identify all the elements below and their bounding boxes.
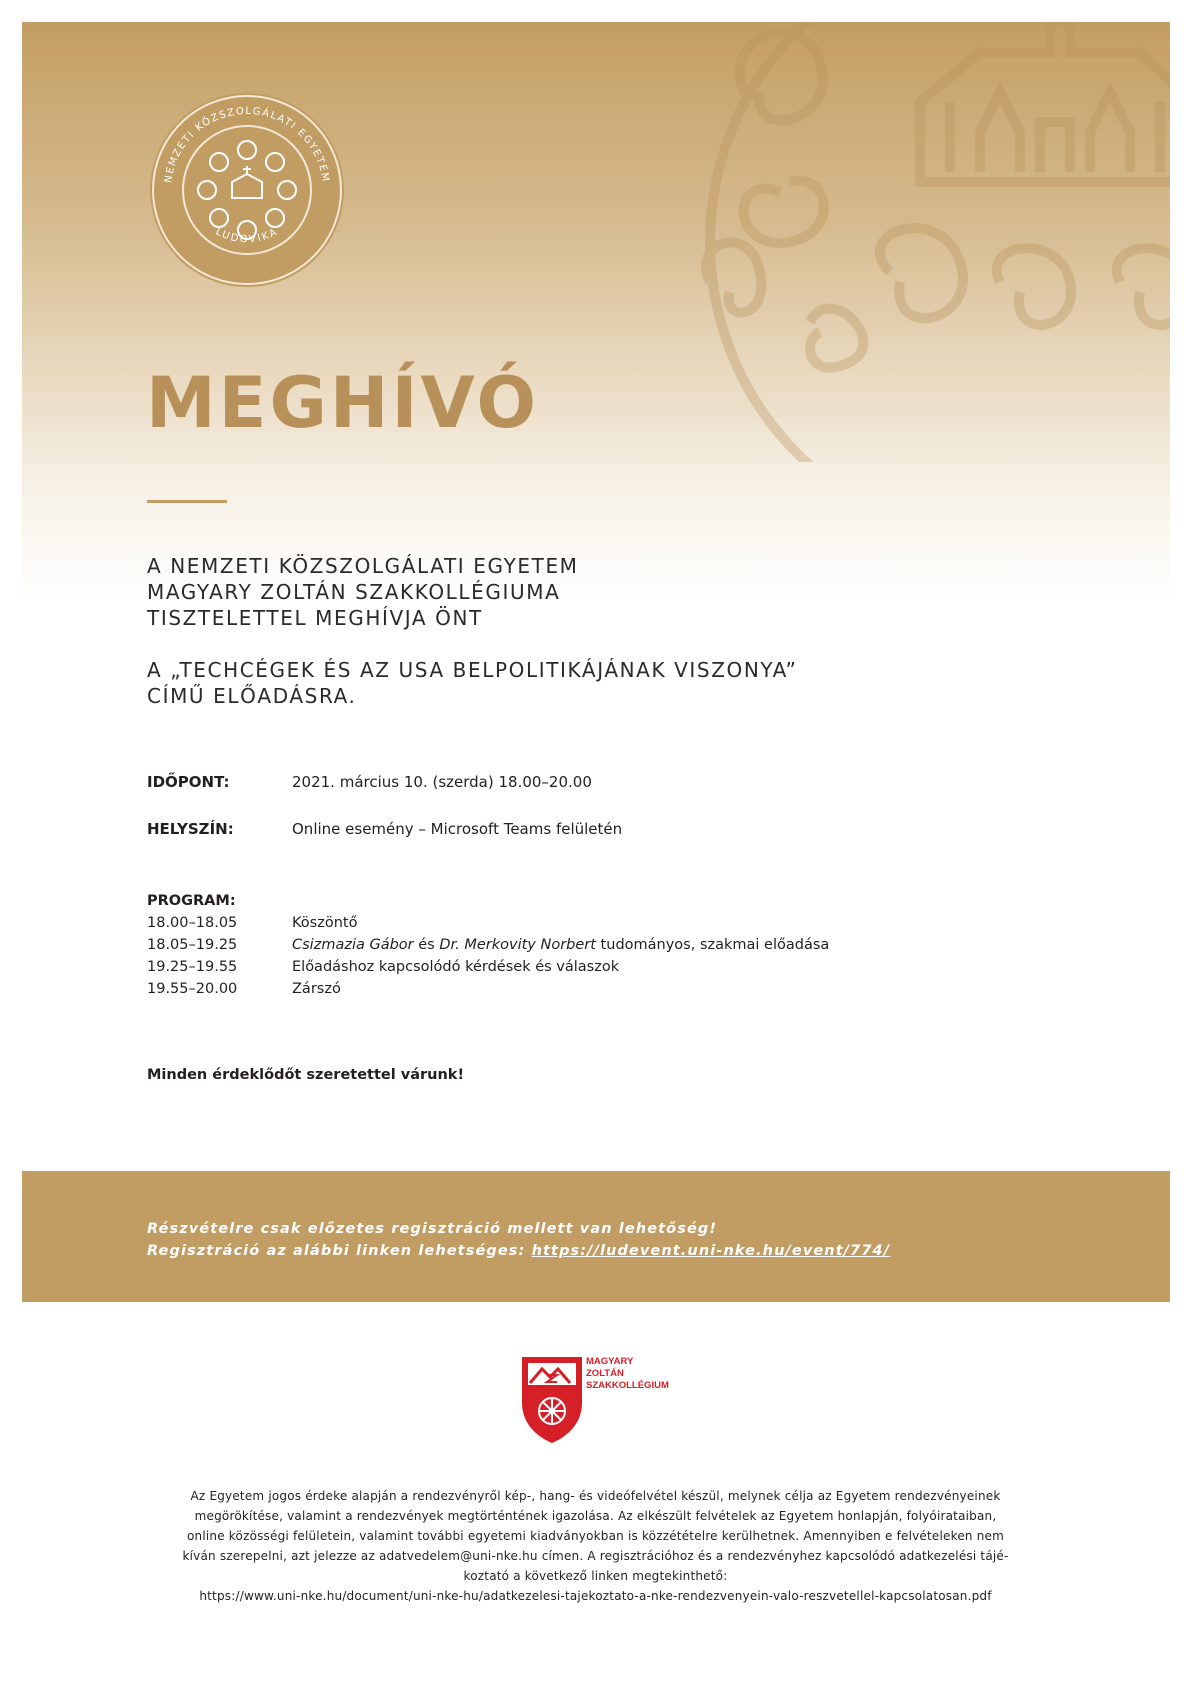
magyary-logo-text: [586, 1356, 669, 1392]
time-row: [147, 773, 592, 791]
program-heading: PROGRAM:: [147, 893, 236, 909]
time-value: 2021. március 10. (szerda) 18.00–20.00: [292, 773, 592, 791]
title-divider: [147, 500, 227, 503]
svg-text:NEMZETI KÖZSZOLGÁLATI EGYETEM: NEMZETI KÖZSZOLGÁLATI EGYETEM: [163, 105, 331, 184]
notice-line: megörökítése, valamint a rendezvények megtörténtének igazolása. Az elkészült felvételek az Egyetem honlapján, folyóirataiban,: [194, 1509, 997, 1523]
program-time: 18.05–19.25: [147, 937, 238, 953]
place-label: HELYSZÍN:: [147, 820, 234, 838]
program-row: [147, 978, 829, 1000]
program-time: 18.00–18.05: [147, 915, 238, 931]
notice-link[interactable]: https://www.uni-nke.hu/document/uni-nke-hu/adatkezelesi-tajekoztato-a-nke-rendezvenyein-valo-reszvetellel-kapcsolatosan.pdf: [199, 1589, 992, 1603]
page-title: MEGHÍVÓ: [146, 362, 540, 444]
intro-line: A NEMZETI KÖZSZOLGÁLATI EGYETEM: [147, 554, 579, 578]
speaker-name: Csizmazia Gábor: [292, 937, 414, 953]
registration-band: [22, 1171, 1170, 1302]
program-section: [147, 890, 829, 1000]
program-row: [147, 956, 829, 978]
program-item: Köszöntő: [292, 915, 358, 931]
program-row: [147, 912, 829, 934]
place-row: [147, 820, 622, 838]
intro-line: A „TECHCÉGEK ÉS AZ USA BELPOLITIKÁJÁNAK VISZONYA”: [147, 658, 798, 682]
logo-text-line: ZOLTÁN: [586, 1368, 624, 1379]
welcome-text: Minden érdeklődőt szeretettel várunk!: [147, 1067, 465, 1083]
data-protection-notice: [120, 1486, 1071, 1606]
registration-note: Részvételre csak előzetes regisztráció mellett van lehetőség!: [147, 1221, 718, 1237]
registration-link[interactable]: https://ludevent.uni-nke.hu/event/774/: [531, 1243, 891, 1259]
intro-line: TISZTELETTEL MEGHÍVJA ÖNT: [147, 606, 483, 630]
program-time: 19.55–20.00: [147, 981, 238, 997]
speaker-name: Dr. Merkovity Norbert: [439, 937, 596, 953]
notice-line: koztató a következő linken megtekinthető:: [463, 1569, 728, 1583]
program-row: [147, 934, 829, 956]
notice-line: online közösségi felületein, valamint további egyetemi kiadványokban is közzétételre kerülhetnek. Amennyiben e felvételeken nem: [186, 1529, 1004, 1543]
svg-text:LUDOVIKA: LUDOVIKA: [213, 226, 281, 246]
time-label: IDŐPONT:: [147, 773, 230, 791]
university-seal-logo: [147, 90, 347, 290]
place-value: Online esemény – Microsoft Teams felületén: [292, 820, 623, 838]
program-item: Zárszó: [292, 981, 341, 997]
logo-text-line: SZAKKOLLÉGIUM: [586, 1380, 669, 1391]
invitation-text: [147, 553, 1047, 709]
notice-line: Az Egyetem jogos érdeke alapján a rendezvényről kép-, hang- és videófelvétel készül, melynek célja az Egyetem rendezvényeinek: [190, 1489, 1001, 1503]
intro-line: CÍMŰ ELŐADÁSRA.: [147, 684, 357, 708]
registration-text: [147, 1218, 890, 1262]
program-time: 19.25–19.55: [147, 959, 238, 975]
registration-prefix: Regisztráció az alábbi linken lehetséges:: [147, 1243, 532, 1259]
university-ornament-watermark: [690, 22, 1170, 462]
intro-line: MAGYARY ZOLTÁN SZAKKOLLÉGIUMA: [147, 580, 561, 604]
registration-line: [147, 1240, 890, 1262]
logo-text-line: MAGYARY: [586, 1356, 634, 1367]
program-item: tudományos, szakmai előadása: [595, 937, 830, 953]
program-conjunction: és: [413, 937, 440, 953]
program-item: Előadáshoz kapcsolódó kérdések és válaszok: [292, 959, 620, 975]
notice-line: kíván szerepelni, azt jelezze az adatvedelem@uni-nke.hu címen. A regisztrációhoz és a rendezvényhez kapcsolódó adatkezelési tájé-: [182, 1549, 1009, 1563]
